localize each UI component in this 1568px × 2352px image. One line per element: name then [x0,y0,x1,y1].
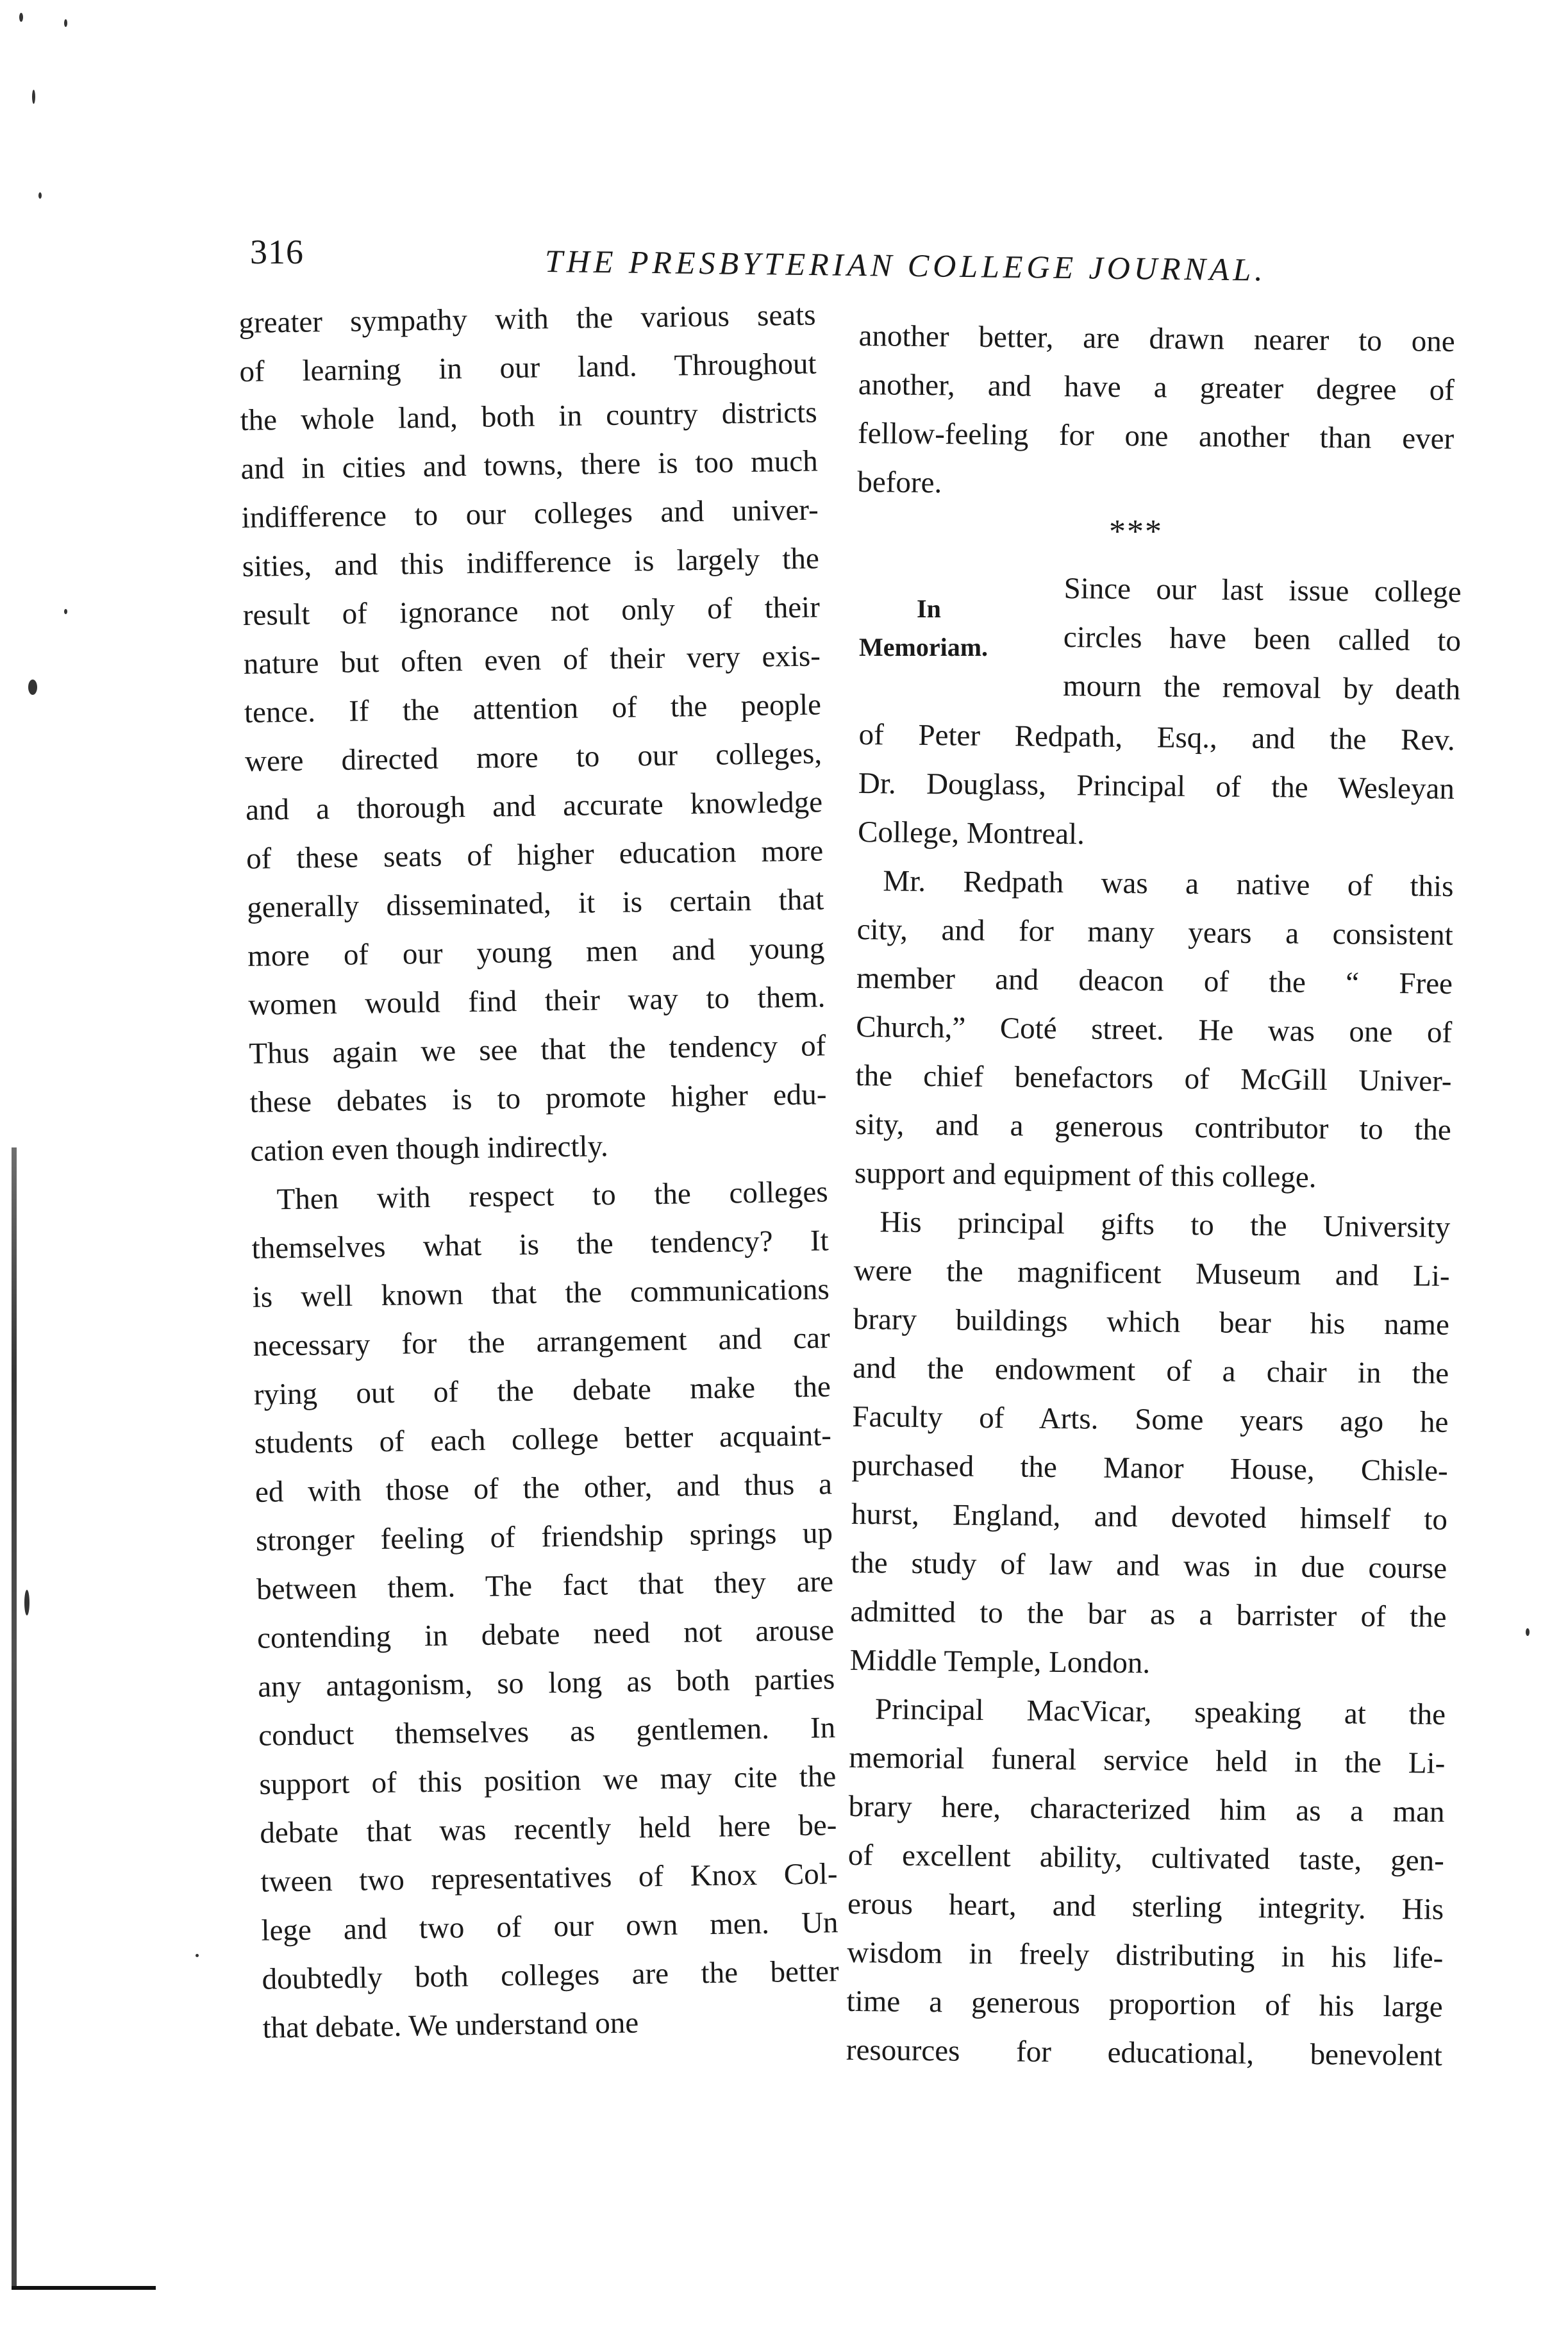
text-line: Principal MacVicar, speaking at the [874,1692,1446,1731]
scan-speck [196,1954,199,1957]
text-line: were the magnificent Museum and Li- [853,1253,1450,1293]
text-line: rying out of the debate make the [253,1370,831,1412]
scan-speck [24,1590,29,1615]
text-line: Middle Temple, London. [849,1643,1151,1680]
scan-speck [64,19,67,27]
text-line: sities, and this indifference is largely the [242,542,820,583]
text-line: nature but often even of their very exis- [243,639,821,681]
text-line: Church,” Coté street. He was one of [856,1010,1453,1049]
scan-speck [38,192,42,199]
text-line: and in cities and towns, there is too much [240,444,818,486]
text-line: that debate. We understand one [262,2006,639,2045]
scan-speck [28,680,37,695]
text-line: of learning in our land. Throughout [239,347,817,388]
text-line: wisdom in freely distributing in his life- [847,1935,1444,1975]
text-line: debate that was recently held here be- [260,1808,837,1850]
text-line: more of our young men and young [247,931,825,973]
text-line: and a thorough and accurate knowledge [245,785,823,827]
binding-edge [12,1147,17,2289]
scan-speck [64,609,67,614]
text-line: another better, are drawn nearer to one [858,319,1455,358]
running-head: THE PRESBYTERIAN COLLEGE JOURNAL. [544,243,1267,288]
text-line: His principal gifts to the University [880,1205,1451,1244]
text-line: admitted to the bar as a barrister of the [850,1594,1447,1634]
text-line: another, and have a greater degree of [858,367,1455,407]
text-line: tween two representatives of Knox Col- [260,1857,838,1899]
text-line: result of ignorance not only of their [242,590,821,632]
text-line: memorial funeral service held in the Li- [849,1740,1446,1780]
text-line: of these seats of higher education more [246,834,824,876]
scan-speck [32,90,35,104]
text-line: fellow-feeling for one another than ever [857,416,1455,456]
text-line: is well known that the communications [252,1272,830,1314]
text-line: the chief benefactors of McGill Univer- [855,1058,1452,1098]
text-line: lege and two of our own men. Un [261,1906,838,1947]
text-line: resources for educational, benevolent [846,2033,1443,2073]
scan-speck [19,13,23,22]
text-line: mourn the removal by death [1062,669,1461,706]
page-number: 316 [250,233,304,271]
text-line: circles have been called to [1063,620,1462,658]
text-line: Since our last issue college [1063,571,1462,609]
text-line: support and equipment of this college. [854,1156,1317,1194]
text-line: brary here, characterized him as a man [848,1789,1445,1829]
text-line: ed with those of the other, and thus a [254,1467,833,1509]
text-line: city, and for many years a consistent [856,912,1453,952]
text-line: students of each college better acquaint- [254,1419,832,1460]
text-line: time a generous proportion of his large [846,1984,1443,2024]
text-line: sity, and a generous contributor to the [855,1107,1452,1147]
text-line: generally disseminated, it is certain that [246,883,824,924]
text-line: before. [857,465,942,500]
text-line: tence. If the attention of the people [244,688,822,730]
right-column-top [857,312,1455,512]
text-line: conduct themselves as gentlemen. In [258,1711,836,1753]
text-line: College, Montreal. [857,815,1085,851]
text-line: Mr. Redpath was a native of this [883,864,1454,903]
text-line: the study of law and was in due course [850,1546,1447,1585]
text-line: any antagonism, so long as both parties [257,1662,835,1704]
text-line: these debates is to promote higher edu- [249,1078,827,1119]
section-separator: *** [1109,513,1163,550]
text-line: doubtedly both colleges are the better [262,1955,839,1996]
text-line: contending in debate need not arouse [256,1614,835,1655]
left-column [238,290,840,2052]
text-line: Dr. Douglass, Principal of the Wesleyan [858,766,1455,806]
right-column-body [846,710,1455,2080]
text-line: between them. The fact that they are [256,1565,834,1606]
text-line: necessary for the arrangement and car [253,1321,831,1363]
text-line: greater sympathy with the various seats [238,298,816,340]
text-line: and the endowment of a chair in the [852,1351,1449,1390]
text-line: member and deacon of the “ Free [856,961,1453,1001]
text-line: stronger feeling of friendship springs up [255,1516,833,1558]
text-line: hurst, England, and devoted himself to [851,1497,1448,1537]
text-line: women would find their way to them. [248,980,826,1022]
sidehead-line-2: Memoriam. [859,633,988,662]
sidehead-line-1: In [917,594,941,623]
in-memoriam-sidehead [859,590,988,667]
binding-edge-foot [12,2286,156,2290]
text-line: Thus again we see that the tendency of [249,1029,826,1071]
text-line: support of this position we may cite the [259,1760,837,1801]
text-line: of excellent ability, cultivated taste, gen- [847,1838,1445,1878]
text-line: were directed more to our colleges, [244,737,822,778]
text-line: cation even though indirectly. [250,1130,609,1168]
text-line: the whole land, both in country districts [240,396,817,437]
text-line: purchased the Manor House, Chisle- [851,1448,1448,1488]
text-line: Faculty of Arts. Some years ago he [852,1399,1449,1439]
text-line: Then with respect to the colleges [276,1175,828,1217]
text-line: erous heart, and sterling integrity. His [847,1887,1444,1926]
text-line: of Peter Redpath, Esq., and the Rev. [858,717,1455,757]
memoriam-indented-lines [1063,564,1462,714]
text-line: themselves what is the tendency? It [251,1224,829,1265]
text-line: indifference to our colleges and univer- [241,493,819,535]
scan-speck [1526,1628,1530,1636]
text-line: brary buildings which bear his name [853,1302,1450,1342]
